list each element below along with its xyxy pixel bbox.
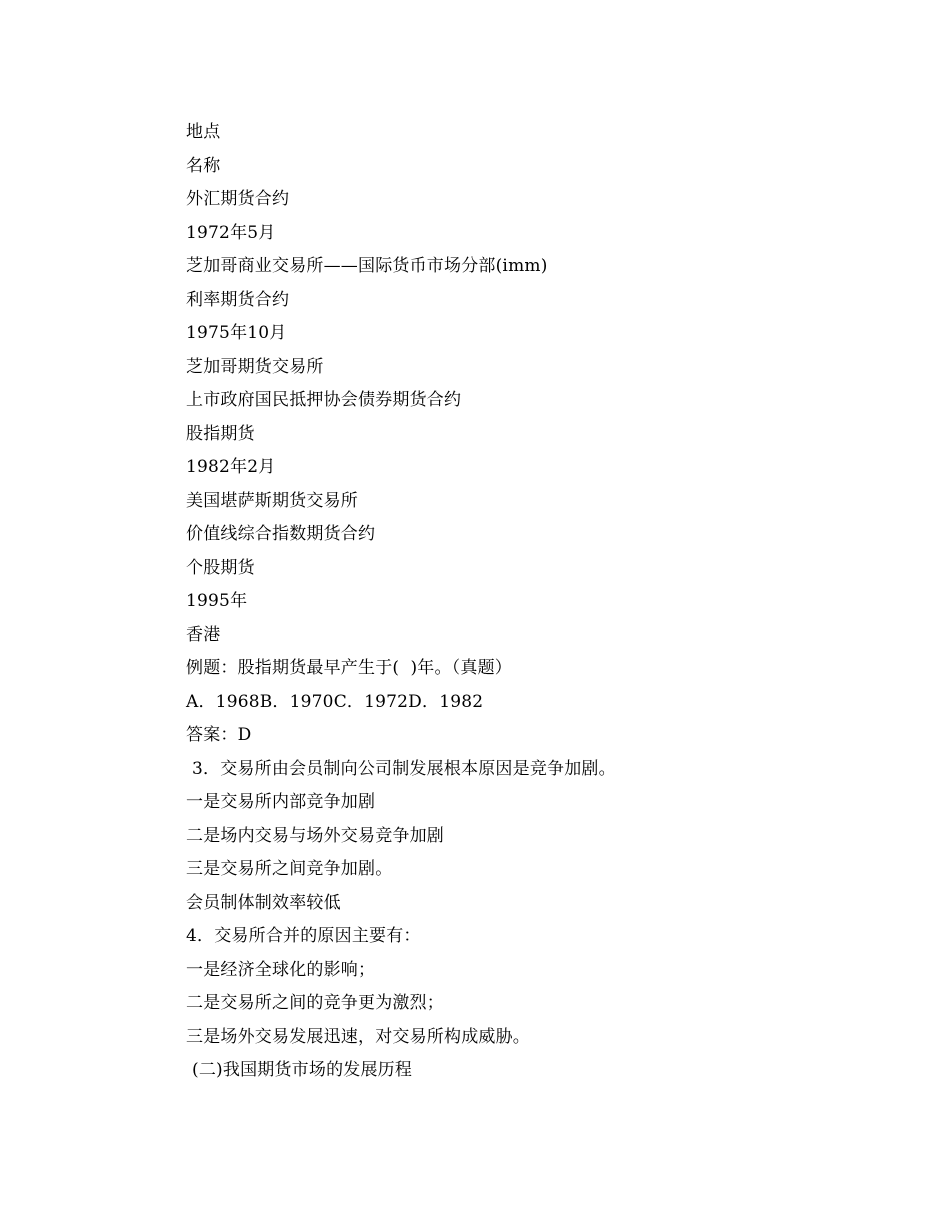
text-line: 美国堪萨斯期货交易所	[186, 490, 358, 511]
text-line: 1982年2月	[186, 457, 276, 477]
text-line: 地点	[186, 122, 221, 142]
text-line: 个股期货	[186, 557, 255, 578]
text-line: 价值线综合指数期货合约	[186, 524, 376, 544]
document-body	[186, 116, 906, 1088]
example-question: 例题：股指期货最早产生于( )年。（真题）	[186, 658, 512, 678]
text-line: 芝加哥商业交易所——国际货币市场分部(imm)	[186, 256, 548, 276]
text-line: 三是场外交易发展迅速，对交易所构成威胁。	[186, 1026, 530, 1047]
section-heading: 3．交易所由会员制向公司制发展根本原因是竞争加剧。	[192, 758, 616, 779]
text-line: 一是经济全球化的影响；	[186, 959, 376, 980]
text-line: 芝加哥期货交易所	[186, 356, 324, 377]
text-line: 1975年10月	[186, 323, 287, 343]
section-heading: (二)我国期货市场的发展历程	[192, 1060, 413, 1080]
text-line: 会员制体制效率较低	[186, 892, 341, 913]
section-heading: 4．交易所合并的原因主要有：	[186, 926, 421, 946]
text-line: 三是交易所之间竞争加剧。	[186, 859, 393, 879]
text-line: 香港	[186, 624, 221, 645]
text-line: 一是交易所内部竞争加剧	[186, 792, 376, 812]
text-line: 名称	[186, 155, 221, 176]
text-line: 1995年	[186, 591, 248, 611]
text-line: 二是场内交易与场外交易竞争加剧	[186, 825, 444, 846]
text-line: 上市政府国民抵押协会债券期货合约	[186, 390, 462, 410]
text-line: 1972年5月	[186, 222, 276, 243]
example-options: A．1968B．1970C．1972D．1982	[186, 691, 484, 712]
text-line: 股指期货	[186, 423, 255, 444]
text-line: 二是交易所之间的竞争更为激烈；	[186, 993, 444, 1013]
text-line: 利率期货合约	[186, 289, 290, 310]
text-line: 外汇期货合约	[186, 189, 290, 209]
example-answer: 答案：D	[186, 725, 252, 745]
